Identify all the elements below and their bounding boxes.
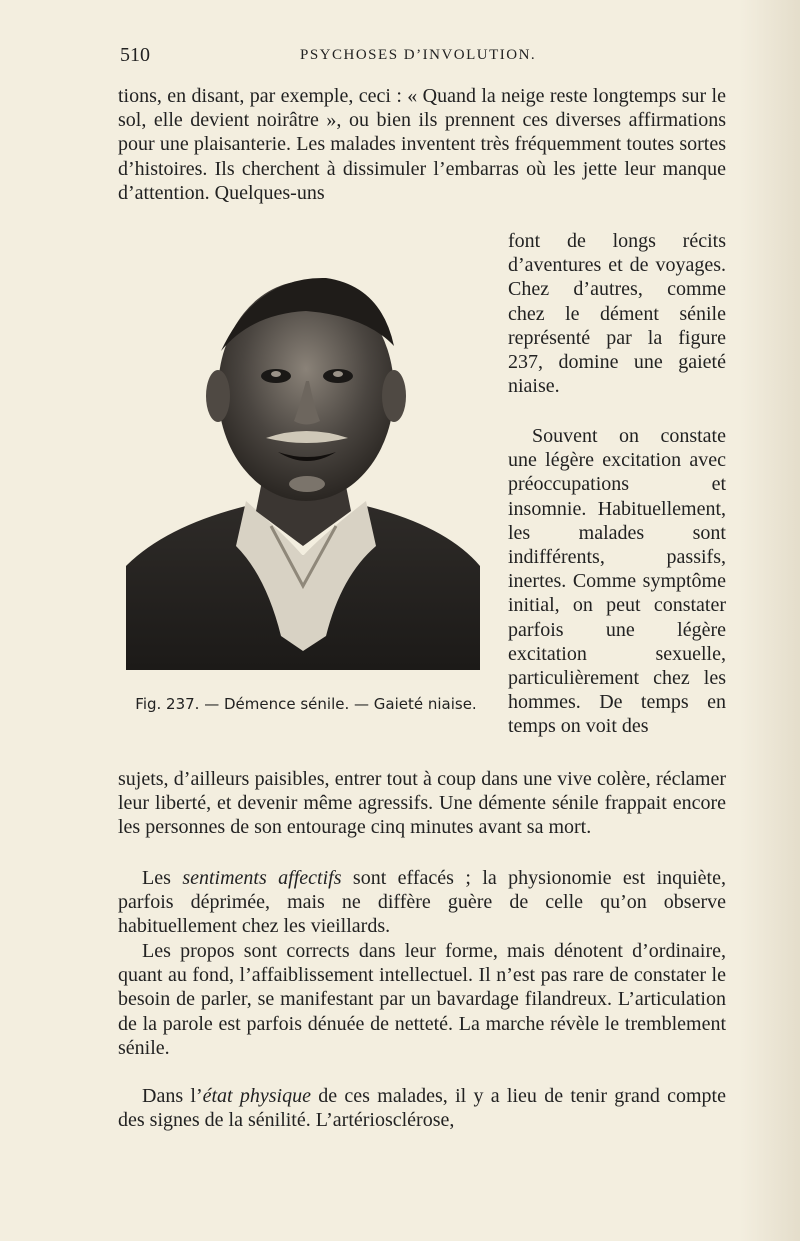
paragraph-4-emphasis: sentiments affectifs [182,867,342,889]
paragraph-1-full: tions, en disant, par exemple, ceci : « Quand la neige reste longtemps sur le sol, elle devient noirâtre », ou bien ils prennent ces diverses affirmations pour une plaisanterie. Les malades inventent très fréquemment toutes sortes d’histoires. Ils cherchent à dissimuler l’embarras où les jette leur manque d’attention. Quelques-uns [118,85,726,204]
paragraph-4-start: Les [142,867,183,889]
paragraph-4-end: sont effacés ; la physionomie est inquiète, parfois déprimée, mais ne diffère guère de celle qu’on observe habituellement chez les vieillards. [118,867,726,938]
page-edge-shadow [740,0,800,1241]
paragraph-5: Les propos sont corrects dans leur forme, mais dénotent d’ordinaire, quant au fond, l’affaiblissement intellectuel. Il n’est pas rare de constater le besoin de parler, se manifestant par un bavardage filandreux. L’articulation de la parole est parfois dénuée de netteté. La marche révèle le tremblement sénile. [118,940,726,1059]
paragraph-3: sujets, d’ailleurs paisibles, entrer tout à coup dans une vive colère, réclamer leur liberté, et devenir même agressifs. Une démente sénile frappait encore les personnes de son entourage cinq minutes avant sa mort. [118,768,726,839]
paragraph-6-emphasis: état physique [202,1085,311,1107]
paragraph-4 [118,866,726,939]
page-number: 510 [120,44,150,66]
portrait-photo [126,256,480,670]
paragraph-1-narrow: font de longs récits d’aventures et de voyages. Chez d’autres, comme chez le dément sénile représenté par la figure 237, domine une gaieté niaise. [508,230,726,398]
paragraph-6 [118,1084,726,1132]
paragraph-2-narrow: Souvent on constate une légère excitation avec préoccupations et insomnie. Habituellement, les malades sont indifférents, passifs, inertes. Comme symptôme initial, on peut constater parfois une légère excitation sexuelle, particulièrement chez les hommes. De temps en temps on voit des [508,425,726,738]
page-header [120,44,726,72]
figure-caption: Fig. 237. — Démence sénile. — Gaieté niaise. [135,695,477,713]
figure-portrait [126,256,480,670]
paragraph-6-end: de ces malades, il y a lieu de tenir grand compte des signes de la sénilité. L’artériosclérose, [118,1085,726,1132]
running-title: PSYCHOSES D’INVOLUTION. [300,47,537,63]
paragraph-6-start: Dans l’ [142,1085,203,1107]
